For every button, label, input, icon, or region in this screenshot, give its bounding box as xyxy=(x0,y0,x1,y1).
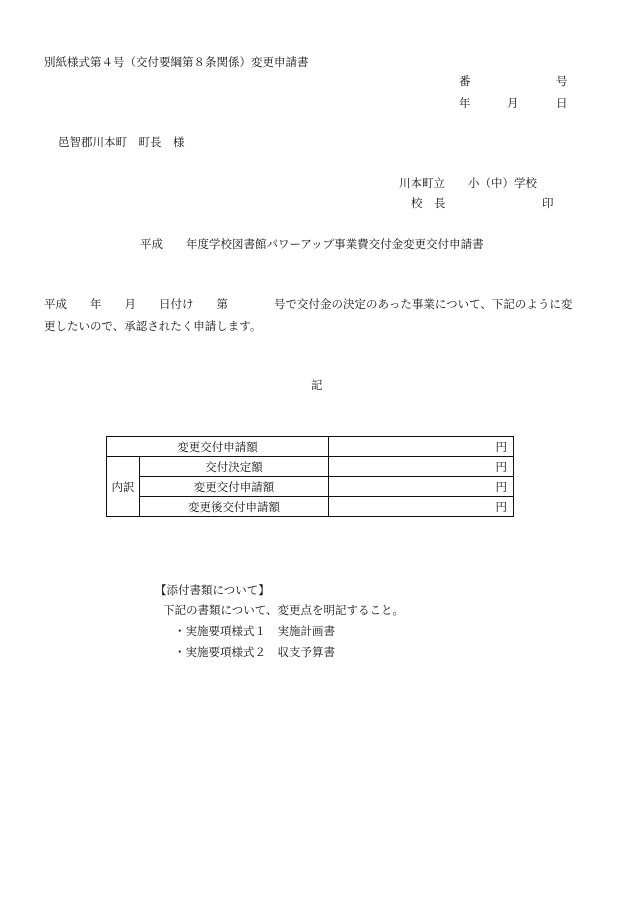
table-row xyxy=(107,457,514,477)
table-row xyxy=(107,477,514,497)
attachment-item: ・実施要項様式２ 収支予算書 xyxy=(174,645,335,659)
month-label: 月 xyxy=(507,96,519,110)
main-amount-label: 変更交付申請額 xyxy=(107,437,329,457)
row-label: 変更交付申請額 xyxy=(140,477,329,497)
yen-cell: 円 xyxy=(329,437,514,457)
yen-cell: 円 xyxy=(329,497,514,517)
school-name: 川本町立 小（中）学校 xyxy=(399,176,537,190)
form-title: 別紙様式第４号（交付要綱第８条関係）変更申請書 xyxy=(44,55,309,69)
amount-table xyxy=(106,436,514,517)
breakdown-label: 内訳 xyxy=(107,457,140,517)
year-label: 年 xyxy=(459,96,471,110)
body-line-1: 平成 年 月 日付け 第 号で交付金の決定のあった事業について、下記のように変 xyxy=(44,297,573,311)
document-title: 平成 年度学校図書館パワーアップ事業費交付金変更交付申請書 xyxy=(140,237,484,251)
row-label: 変更後交付申請額 xyxy=(140,497,329,517)
day-label: 日 xyxy=(556,96,568,110)
yen-cell: 円 xyxy=(329,457,514,477)
go-label: 号 xyxy=(556,74,568,88)
body-paragraph xyxy=(44,293,600,337)
principal-label: 校 長 xyxy=(411,196,446,210)
yen-cell: 円 xyxy=(329,477,514,497)
number-label: 番 xyxy=(459,74,471,88)
table-row xyxy=(107,437,514,457)
addressee: 邑智郡川本町 町長 様 xyxy=(58,135,185,149)
attachments-instruction: 下記の書類について、変更点を明記すること。 xyxy=(163,603,405,617)
attachment-item: ・実施要項様式１ 実施計画書 xyxy=(174,624,335,638)
table-row xyxy=(107,497,514,517)
body-line-2: 更したいので、承認されたく申請します。 xyxy=(44,319,262,333)
ki-heading: 記 xyxy=(311,378,323,392)
seal-label: 印 xyxy=(542,196,554,210)
row-label: 交付決定額 xyxy=(140,457,329,477)
attachments-heading: 【添付書類について】 xyxy=(155,583,270,597)
